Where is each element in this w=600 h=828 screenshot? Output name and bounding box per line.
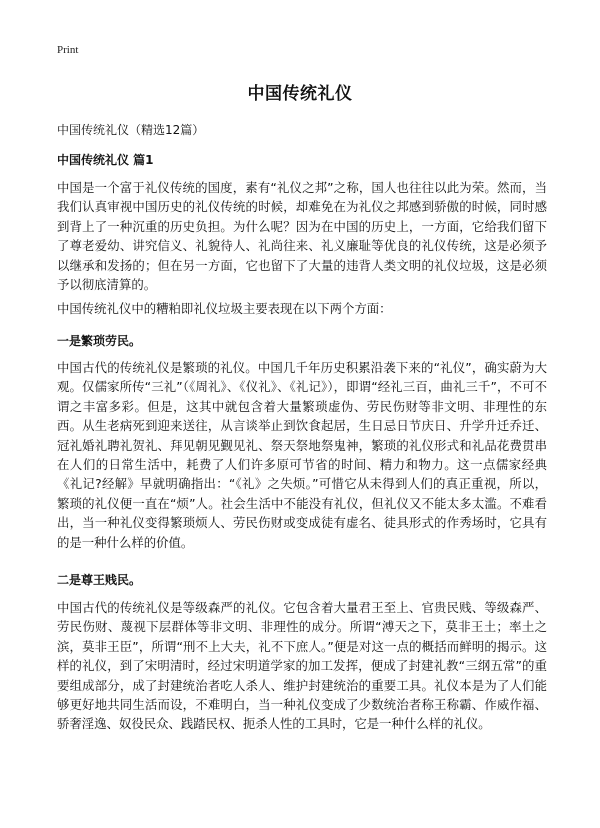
document-title: 中国传统礼仪 xyxy=(247,84,353,104)
print-link[interactable]: Print xyxy=(57,44,79,56)
intro-paragraph: 中国是一个富于礼仪传统的国度，素有“礼仪之邦”之称，国人也往往以此为荣。然而，当我们认真审视中国历史的礼仪传统的时候，却难免在为礼仪之邦感到骄傲的时候，同时感到背上了一种沉重的历史负担。为什么呢？因为在中国的历史上，一方面，它给我们留下了尊老爱幼、讲究信义、礼貌待人、礼尚往来、礼义廉耻等优良的礼仪传统，这是必须予以继承和发扬的；但在另一方面，它也留下了大量的违背人类文明的礼仪垃圾，这是必须予以彻底清算的。 xyxy=(57,180,547,293)
section-heading-2: 二是尊王贱民。 xyxy=(57,573,142,587)
section-heading-1: 一是繁琐劳民。 xyxy=(57,334,142,348)
summary-paragraph: 中国传统礼仪中的糟粕即礼仪垃圾主要表现在以下两个方面： xyxy=(57,301,392,316)
section-2-paragraph: 中国古代的传统礼仪是等级森严的礼仪。它包含着大量君王至上、官贵民贱、等级森严、劳民伤财、蔑视下层群体等非文明、非理性的成分。所谓“溥天之下，莫非王土；率土之滨，莫非王臣”，所谓“刑不上大夫，礼不下庶人。”便是对这一点的概括而鲜明的揭示。这样的礼仪，到了宋明清时，经过宋明道学家的加工发挥，便成了封建礼教“三纲五常”的重要组成部分，成了封建统治者吃人杀人、维护封建统治的重要工具。礼仪本是为了人们能够更好地共同生活而设，不难明白，当一种礼仪变成了少数统治者称王称霸、作威作福、骄奢淫逸、奴役民众、践踏民权、扼杀人性的工具时，它是一种什么样的礼仪。 xyxy=(57,600,547,732)
section-1-paragraph: 中国古代的传统礼仪是繁琐的礼仪。中国几千年历史积累沿袭下来的“礼仪”，确实蔚为大观。仅儒家所传“三礼”（《周礼》、《仪礼》、《礼记》），即谓“经礼三百，曲礼三千”，不可不谓之丰富多彩。但是，这其中就包含着大量繁琐虚伪、劳民伤财等非文明、非理性的东西。从生老病死到迎来送往，从言谈举止到饮食起居，生日忌日节庆日、升学升迁乔迁、冠礼婚礼聘礼贺礼、拜见朝见觐见礼、祭天祭地祭鬼神，繁琐的礼仪形式和礼品花费贯串在人们的日常生活中，耗费了人们许多原可节省的时间、精力和物力。这一点儒家经典《礼记?经解》早就明确指出：“《礼》之失烦。”可惜它从未得到人们的真正重视，所以，繁琐的礼仪便一直在“烦”人。社会生活中不能没有礼仪，但礼仪又不能太多太滥。不难看出，当一种礼仪变得繁琐烦人、劳民伤财或变成徒有虚名、徒具形式的作秀场时，它具有的是一种什么样的价值。 xyxy=(57,360,547,550)
article-heading: 中国传统礼仪 篇1 xyxy=(57,153,154,167)
document-subtitle: 中国传统礼仪（精选12篇） xyxy=(57,123,205,137)
